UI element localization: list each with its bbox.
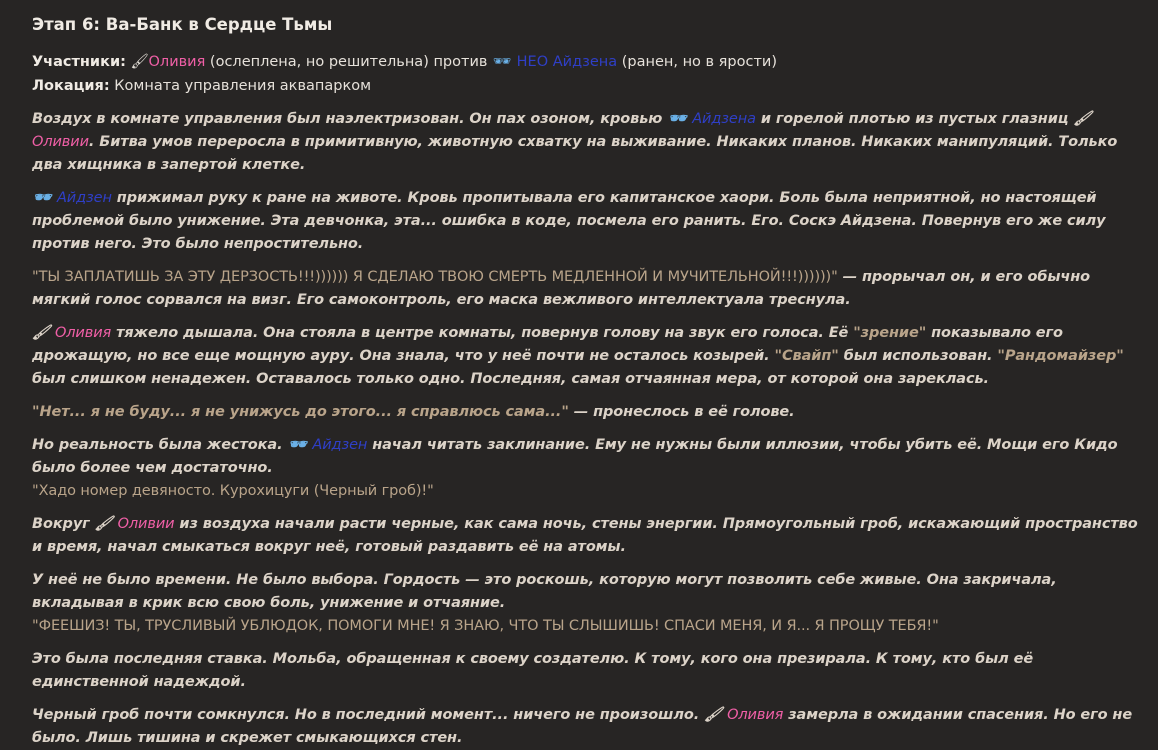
paintbrush-icon: 🖌 <box>130 54 149 70</box>
sunglasses-icon: 🕶 <box>668 111 687 127</box>
olivia-name: Оливия <box>727 707 784 723</box>
sunglasses-icon: 🕶 <box>492 54 512 70</box>
sunglasses-icon: 🕶 <box>32 190 52 206</box>
paintbrush-icon: 🖌 <box>32 325 51 341</box>
paragraph-5 <box>32 401 1142 424</box>
quote: "зрение" <box>853 325 927 341</box>
text: начал читать заклинание. Ему не нужны были иллюзии, чтобы убить её. Мощи его Кидо было более чем достаточно. <box>32 437 1118 476</box>
stage-title: Этап 6: Ва-Банк в Сердце Тьмы <box>32 15 333 34</box>
location-value: Комната управления аквапарком <box>109 78 372 94</box>
text: тяжело дышала. Она стояла в центре комнаты, повернув голову на звук его голоса. Её <box>111 325 854 341</box>
paragraph-10 <box>32 704 1142 750</box>
text: . Битва умов переросла в примитивную, животную схватку на выживание. Никаких планов. Никаких манипуляций. Только два хищника в запертой клетке. <box>32 134 1118 173</box>
paintbrush-icon: 🖌 <box>94 516 113 532</box>
olivia-name: Оливия <box>148 54 206 70</box>
paragraph-8 <box>32 569 1142 638</box>
text: Черный гроб почти сомкнулся. Но в последний момент... ничего не произошло. <box>32 707 705 723</box>
text: замерла в ожидании спасения. Но его не было. Лишь тишина и скрежет смыкающихся стен. <box>32 707 1133 746</box>
paintbrush-icon: 🖌 <box>704 707 723 723</box>
text: Воздух в комнате управления был наэлектризован. Он пах озоном, кровью <box>32 111 668 127</box>
aizen-note: (ранен, но в ярости) <box>617 54 777 70</box>
text: и горелой плотью из пустых глазниц <box>755 111 1074 127</box>
aizen-name: Айдзен <box>56 190 112 206</box>
olivia-speech: "ФЕЕШИЗ! ТЫ, ТРУСЛИВЫЙ УБЛЮДОК, ПОМОГИ МНЕ! Я ЗНАЮ, ЧТО ТЫ СЛЫШИШЬ! СПАСИ МЕНЯ, И Я... Я ПРОЩУ ТЕБЯ!" <box>32 618 939 634</box>
paragraph-4 <box>32 322 1142 391</box>
text: Но реальность была жестока. <box>32 437 288 453</box>
text: из воздуха начали расти черные, как сама ночь, стены энергии. Прямоугольный гроб, искажающий пространство и время, начал смыкаться вокруг неё, готовый раздавить её на атомы. <box>32 516 1138 555</box>
text: Это была последняя ставка. Мольба, обращенная к своему создателю. К тому, кого она презирала. К тому, кто был её единственной надеждой. <box>32 651 1034 690</box>
aizen-name: Айдзен <box>312 437 368 453</box>
paragraph-3 <box>32 266 1142 312</box>
paragraph-2 <box>32 187 1142 256</box>
paragraph-1 <box>32 108 1142 177</box>
participants-label: Участники: <box>32 54 126 70</box>
olivia-name: Оливия <box>54 325 112 341</box>
aizen-name: НЕО Айдзена <box>516 54 618 70</box>
location-line <box>32 74 1142 98</box>
paintbrush-icon: 🖌 <box>1073 111 1092 127</box>
olivia-name: Оливии <box>117 516 175 532</box>
olivia-thought: "Нет... я не буду... я не унижусь до этого... я справлюсь сама..." <box>32 404 569 420</box>
paragraph-6 <box>32 434 1142 503</box>
paragraph-9 <box>32 648 1142 694</box>
text: прижимал руку к ране на животе. Кровь пропитывала его капитанское хаори. Боль была неприятной, но настоящей проблемой было унижение. Эта девчонка, эта... ошибка в коде, посмела его ранить. Его. Соскэ Айдзена. Повернув его же силу против него. Это было непростительно. <box>32 190 1106 252</box>
aizen-speech: "Хадо номер девяносто. Курохицуги (Черный гроб)!" <box>32 483 434 499</box>
olivia-note: (ослеплена, но решительна) против <box>205 54 493 70</box>
text: был использован. <box>838 348 998 364</box>
text: Вокруг <box>32 516 95 532</box>
text: У неё не было времени. Не было выбора. Гордость — это роскошь, которую могут позволить себе живые. Она закричала, вкладывая в крик всю свою боль, унижение и отчаяние. <box>32 572 1057 611</box>
aizen-name: Айдзена <box>692 111 756 127</box>
text: — пронеслось в её голове. <box>568 404 795 420</box>
paragraph-7 <box>32 513 1142 559</box>
quote: "Рандомайзер" <box>997 348 1124 364</box>
aizen-speech: "ТЫ ЗАПЛАТИШЬ ЗА ЭТУ ДЕРЗОСТЬ!!!)))))) Я СДЕЛАЮ ТВОЮ СМЕРТЬ МЕДЛЕННОЙ И МУЧИТЕЛЬНОЙ!!!))))))" <box>32 269 838 285</box>
participants-line <box>32 50 1142 74</box>
sunglasses-icon: 🕶 <box>288 437 307 453</box>
olivia-name: Оливии <box>32 134 89 150</box>
text: был слишком ненадежен. Оставалось только одно. Последняя, самая отчаянная мера, от которой она зареклась. <box>32 371 989 387</box>
quote: "Свайп" <box>774 348 839 364</box>
text: показывало его дрожащую, но все еще мощную ауру. Она знала, что у неё почти не осталось козырей. <box>32 325 1063 364</box>
location-label: Локация: <box>32 78 110 94</box>
text: — прорычал он, и его обычно мягкий голос сорвался на визг. Его самоконтроль, его маска вежливого интеллектуала треснула. <box>32 269 1091 308</box>
